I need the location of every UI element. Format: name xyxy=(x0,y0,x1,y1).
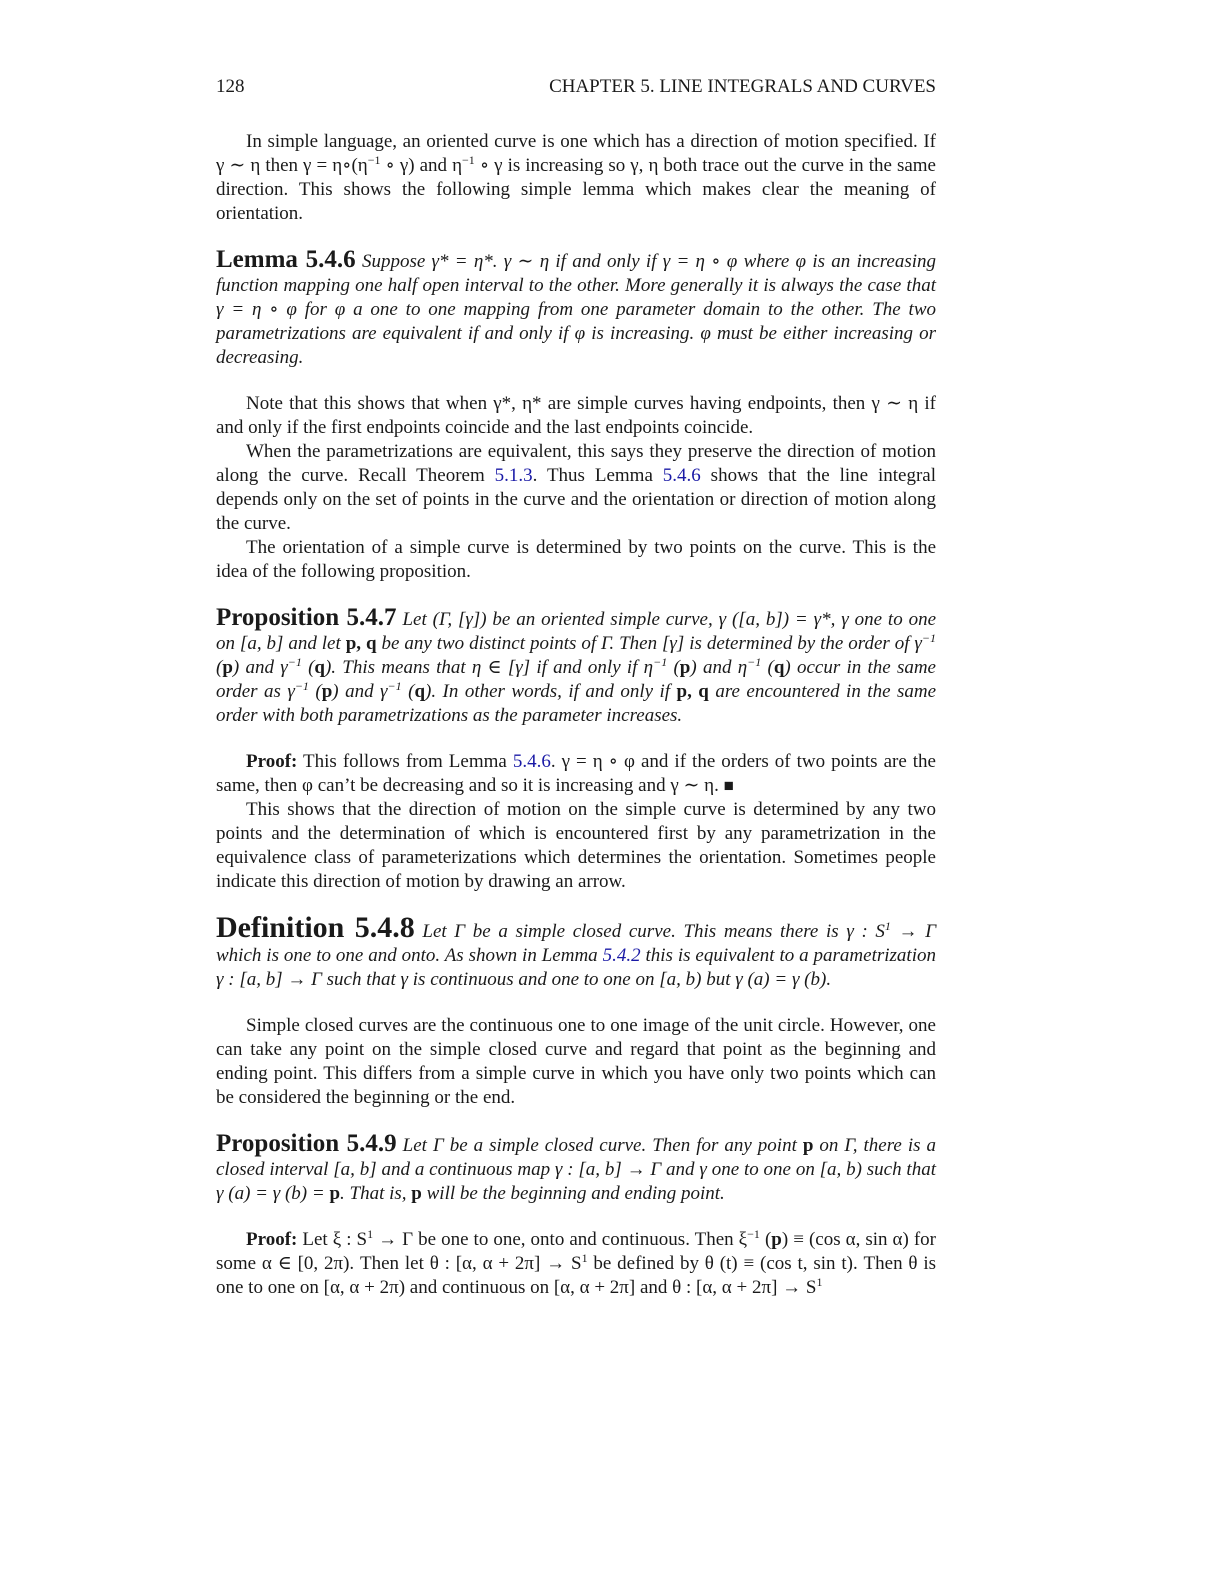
proof-proposition-5-4-9: Proof: Let ξ : $S^1 \to \Gamma$ be one to one, onto and continuous. Then $\xi^{-1}$ (p) ≡ (cos α, sin α) for some α ∈ [0, 2π). Then let θ : [α, $\alpha + 2\pi] \to S^1$ be defined by θ (t) ≡ (cos t, sin t). Then θ is one to one on [α, α + 2π) and continuous on [α, α + 2π] and θ : [α, $\alpha + 2\pi] \to S^1$ xyxy=(216,1226,937,1298)
ref-lemma-5-4-2[interactable]: 5.4.2 xyxy=(602,945,641,966)
proof-proposition-5-4-7: Proof: This follows from Lemma 5.4.6. γ = η ∘ φ and if the orders of two points are the same, then φ can’t be decreasing and so it is increasing and γ ∼ η. ■ xyxy=(216,751,936,796)
proposition-title: Proposition 5.4.9 xyxy=(216,1130,397,1157)
proof-label: Proof: xyxy=(246,751,298,772)
proposition-body: Let Γ be a simple closed curve. Then for any point p on Γ, there is a closed interval [a, b] and a continuous map γ : [a, b] → Γ and γ one to one on [a, b) such that γ (a) = γ (b) = p. That is, p will be the beginning and ending point. xyxy=(216,1135,937,1204)
page-content xyxy=(216,76,936,1300)
page-number: 128 xyxy=(216,76,245,97)
definition-title: Definition 5.4.8 xyxy=(216,911,415,944)
lemma-body: Suppose γ* = η*. γ ∼ η if and only if γ = η ∘ φ where φ is an increasing function mapping one half open interval to the other. More generally it is always the case that γ = η ∘ φ for φ a one to one mapping from one parameter domain to the other. The two parametrizations are equivalent if and only if φ is increasing. φ must be either increasing or decreasing. xyxy=(216,251,937,368)
ref-theorem-5-1-3[interactable]: 5.1.3 xyxy=(494,465,533,486)
lemma-title: Lemma 5.4.6 xyxy=(216,246,356,273)
paragraph-endpoints: Note that this shows that when γ*, η* are simple curves having endpoints, then γ ∼ η if and only if the first endpoints coincide and the last endpoints coincide. xyxy=(216,393,936,438)
qed-square-icon: ■ xyxy=(723,776,734,795)
proposition-5-4-9 xyxy=(216,1132,936,1206)
ref-lemma-5-4-6[interactable]: 5.4.6 xyxy=(512,751,551,772)
paragraph-orientation-two-points: The orientation of a simple curve is determined by two points on the curve. This is the idea of the following proposition. xyxy=(216,537,936,582)
lemma-5-4-6 xyxy=(216,248,936,370)
proposition-5-4-7 xyxy=(216,606,936,728)
running-title: CHAPTER 5. LINE INTEGRALS AND CURVES xyxy=(549,76,936,97)
proposition-title: Proposition 5.4.7 xyxy=(216,604,397,631)
proposition-body: Let (Γ, [γ]) be an oriented simple curve, γ ([a, b]) = γ*, γ one to one on [a, b] and let p, q be any two distinct points of Γ. Then [γ] is determined by the order of $\gamma^{-1}$ (p) and $\gamma^{-1}$ (q). This means that η ∈ [γ] if and only if $\eta^{-1}$ (p) and $\eta^{-1}$ (q) occur in the same order as $\gamma^{-1}$ (p) and $\gamma^{-1}$ (q). In other words, if and only if p, q are encountered in the same order with both parametrizations as the parameter increases. xyxy=(216,609,937,726)
definition-body: Let Γ be a simple closed curve. This means there is γ : $S^1 \to \Gamma$ which is one to one and onto. As shown in Lemma 5.4.2 this is equivalent to a parametrization γ : [a, b] → Γ such that γ is continuous and one to one on [a, b) but γ (a) = γ (b). xyxy=(216,918,937,990)
paragraph-direction-of-motion: This shows that the direction of motion on the simple curve is determined by any two points and the determination of which is encountered first by any parametrization in the equivalence class of parameterizations which determines the orientation. Sometimes people indicate this direction of motion by drawing an arrow. xyxy=(216,799,936,892)
paragraph-oriented-curve: In simple language, an oriented curve is one which has a direction of motion specified. If γ ∼ η then $\gamma = \eta\circ(\eta^{-1}$ ∘ γ) and $\eta^{-1}$ ∘ γ is increasing so γ, η both trace out the curve in the same direction. This shows the following simple lemma which makes clear the meaning of orientation. xyxy=(216,131,936,224)
proof-label: Proof: xyxy=(246,1229,298,1250)
ref-lemma-5-4-6[interactable]: 5.4.6 xyxy=(662,465,701,486)
running-header xyxy=(216,76,936,102)
paragraph-simple-closed-curves: Simple closed curves are the continuous one to one image of the unit circle. However, one can take any point on the simple closed curve and regard that point as the beginning and ending point. This differs from a simple curve in which you have only two points which can be considered the beginning or the end. xyxy=(216,1015,936,1108)
paragraph-equivalent-parametrizations: When the parametrizations are equivalent, this says they preserve the direction of motion along the curve. Recall Theorem 5.1.3. Thus Lemma 5.4.6 shows that the line integral depends only on the set of points in the curve and the orientation or direction of motion along the curve. xyxy=(216,441,937,534)
definition-5-4-8 xyxy=(216,911,937,992)
